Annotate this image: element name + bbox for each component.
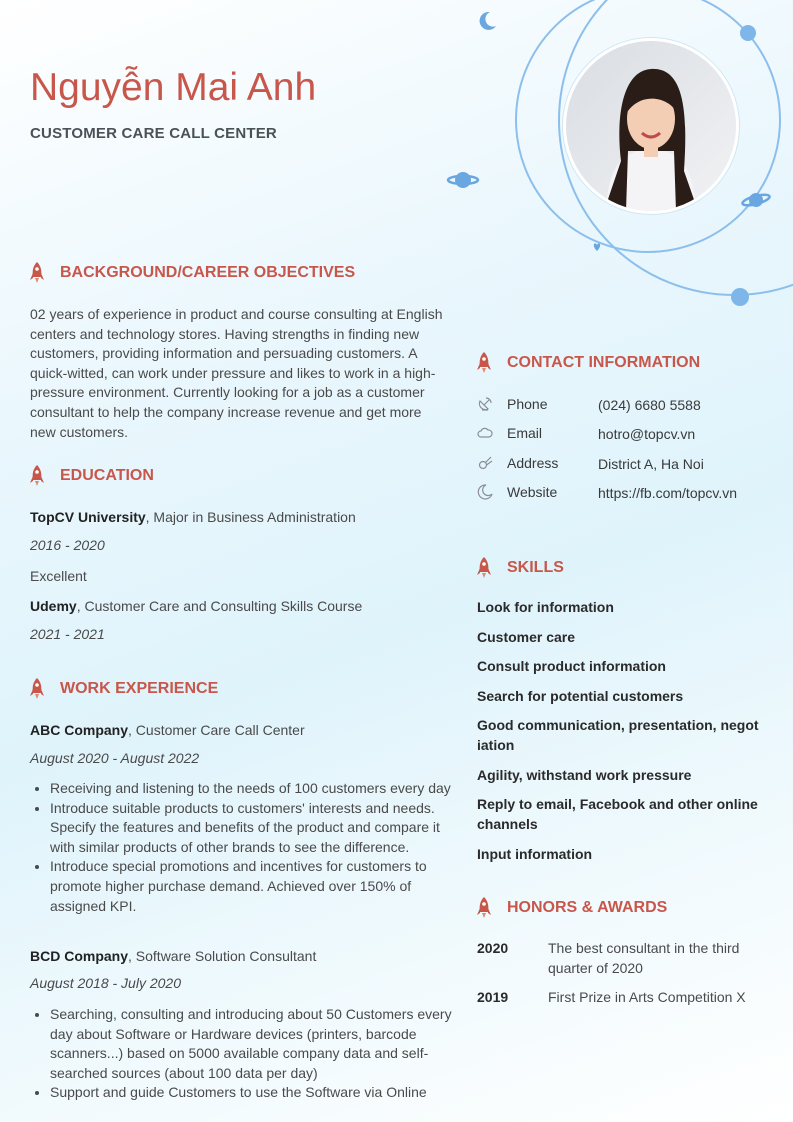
education-date: 2016 - 2020 — [30, 537, 105, 553]
rocket-icon — [30, 678, 44, 700]
contact-label: Website — [507, 484, 558, 500]
skill-item: Reply to email, Facebook and other online channels — [477, 796, 758, 832]
cloud-icon — [477, 425, 493, 441]
job-bullets — [30, 779, 455, 916]
company-name: BCD Company — [30, 948, 129, 964]
job-title: CUSTOMER CARE CALL CENTER — [30, 125, 277, 142]
job-date: August 2018 - July 2020 — [30, 975, 181, 991]
section-contact-header — [477, 352, 777, 374]
company-name: ABC Company — [30, 722, 129, 738]
section-objectives-header — [30, 262, 450, 284]
job-bullet: • Introduce special promotions and incentives for customers to promote higher purchase demand. Achieved over 150% of assigned KPI. — [50, 857, 455, 916]
job-date: August 2020 - August 2022 — [30, 750, 200, 766]
candidate-name: Nguyễn Mai Anh — [30, 66, 317, 109]
education-detail: , Major in Business Administration — [145, 509, 356, 525]
website-value[interactable]: https://fb.com/topcv.vn — [598, 485, 738, 501]
rocket-icon — [477, 557, 491, 579]
job-role: , Software Solution Consultant — [128, 948, 317, 964]
award-text: First Prize in Arts Competition X — [548, 989, 746, 1005]
education-note: Excellent — [30, 568, 87, 584]
job-bullet: • Receiving and listening to the needs of 100 customers every day — [50, 779, 455, 799]
section-skills-header — [477, 557, 777, 579]
job-role: , Customer Care Call Center — [128, 722, 305, 738]
address-value: District A, Ha Noi — [598, 456, 704, 472]
skill-item: Customer care — [477, 629, 576, 645]
job-heading — [30, 720, 305, 740]
skill-item: Agility, withstand work pressure — [477, 767, 692, 783]
skill-item: Input information — [477, 846, 593, 862]
skill-item: Good communication, presentation, negotiation — [477, 717, 759, 753]
award-row — [477, 988, 777, 1010]
section-education-header — [30, 465, 450, 487]
job-bullet: • Searching, consulting and introducing about 50 Customers every day about Software or Hardware devices (printers, barcode scanners...) based on 5000 available company data and self-searched sources (about 100 data per day) — [50, 1005, 455, 1083]
job-bullet: • Support and guide Customers to use the Software via Online — [50, 1083, 455, 1103]
section-title: CONTACT INFORMATION — [507, 354, 701, 371]
orbit-dot — [731, 288, 749, 306]
section-title: WORK EXPERIENCE — [60, 680, 219, 697]
section-title: SKILLS — [507, 559, 564, 576]
section-title: HONORS & AWARDS — [507, 899, 668, 916]
planet-icon — [741, 190, 772, 211]
school-name: Udemy — [30, 598, 77, 614]
phone-value[interactable]: (024) 6680 5588 — [598, 397, 701, 413]
contact-label: Email — [507, 425, 543, 441]
rocket-icon — [477, 352, 491, 374]
contact-row-phone — [477, 396, 777, 426]
award-year: 2019 — [477, 989, 509, 1005]
rocket-icon — [477, 897, 491, 919]
section-title: EDUCATION — [60, 467, 154, 484]
contact-label: Phone — [507, 396, 548, 412]
award-text: The best consultant in the third quarter of 2020 — [548, 940, 740, 976]
education-date: 2021 - 2021 — [30, 626, 105, 642]
skill-item: Search for potential customers — [477, 688, 684, 704]
moon-icon — [477, 484, 493, 500]
planet-icon — [448, 172, 478, 188]
contact-row-website — [477, 484, 777, 514]
section-title: BACKGROUND/CAREER OBJECTIVES — [60, 264, 356, 281]
contact-row-email — [477, 425, 777, 455]
orbit-dot — [740, 25, 756, 41]
skill-item: Consult product information — [477, 658, 666, 674]
job-heading — [30, 946, 316, 966]
rocket-icon — [30, 465, 44, 487]
skill-item: Look for information — [477, 599, 614, 615]
objectives-text: 02 years of experience in product and course consulting at English centers and technology stores. Having strengths in finding new customers, providing information and persuading customers. A quick-witted, can work under pressure and likes to work in a high-pressure environment. Currently looking for a job as a customer consultant to help the company increase revenue and get more new customers. — [30, 306, 443, 440]
section-awards-header — [477, 897, 777, 919]
rocket-icon — [30, 262, 44, 284]
email-value[interactable]: hotro@topcv.vn — [598, 426, 696, 442]
education-item — [30, 596, 362, 616]
award-row — [477, 939, 777, 981]
job-bullets — [30, 1005, 455, 1103]
section-work-header — [30, 678, 450, 700]
moon-icon — [480, 12, 496, 30]
award-year: 2020 — [477, 940, 509, 956]
education-detail: , Customer Care and Consulting Skills Course — [76, 598, 363, 614]
profile-photo — [563, 38, 739, 214]
satellite-dish-icon — [477, 396, 493, 412]
comet-icon — [477, 455, 493, 471]
heart-icon — [594, 243, 600, 251]
education-item — [30, 507, 356, 527]
job-bullet: • Introduce suitable products to customers' interests and needs. Specify the features and benefits of the product and compare it with similar products of other brands to see the difference. — [50, 799, 455, 858]
contact-row-address — [477, 455, 777, 485]
contact-label: Address — [507, 455, 559, 471]
school-name: TopCV University — [30, 509, 146, 525]
